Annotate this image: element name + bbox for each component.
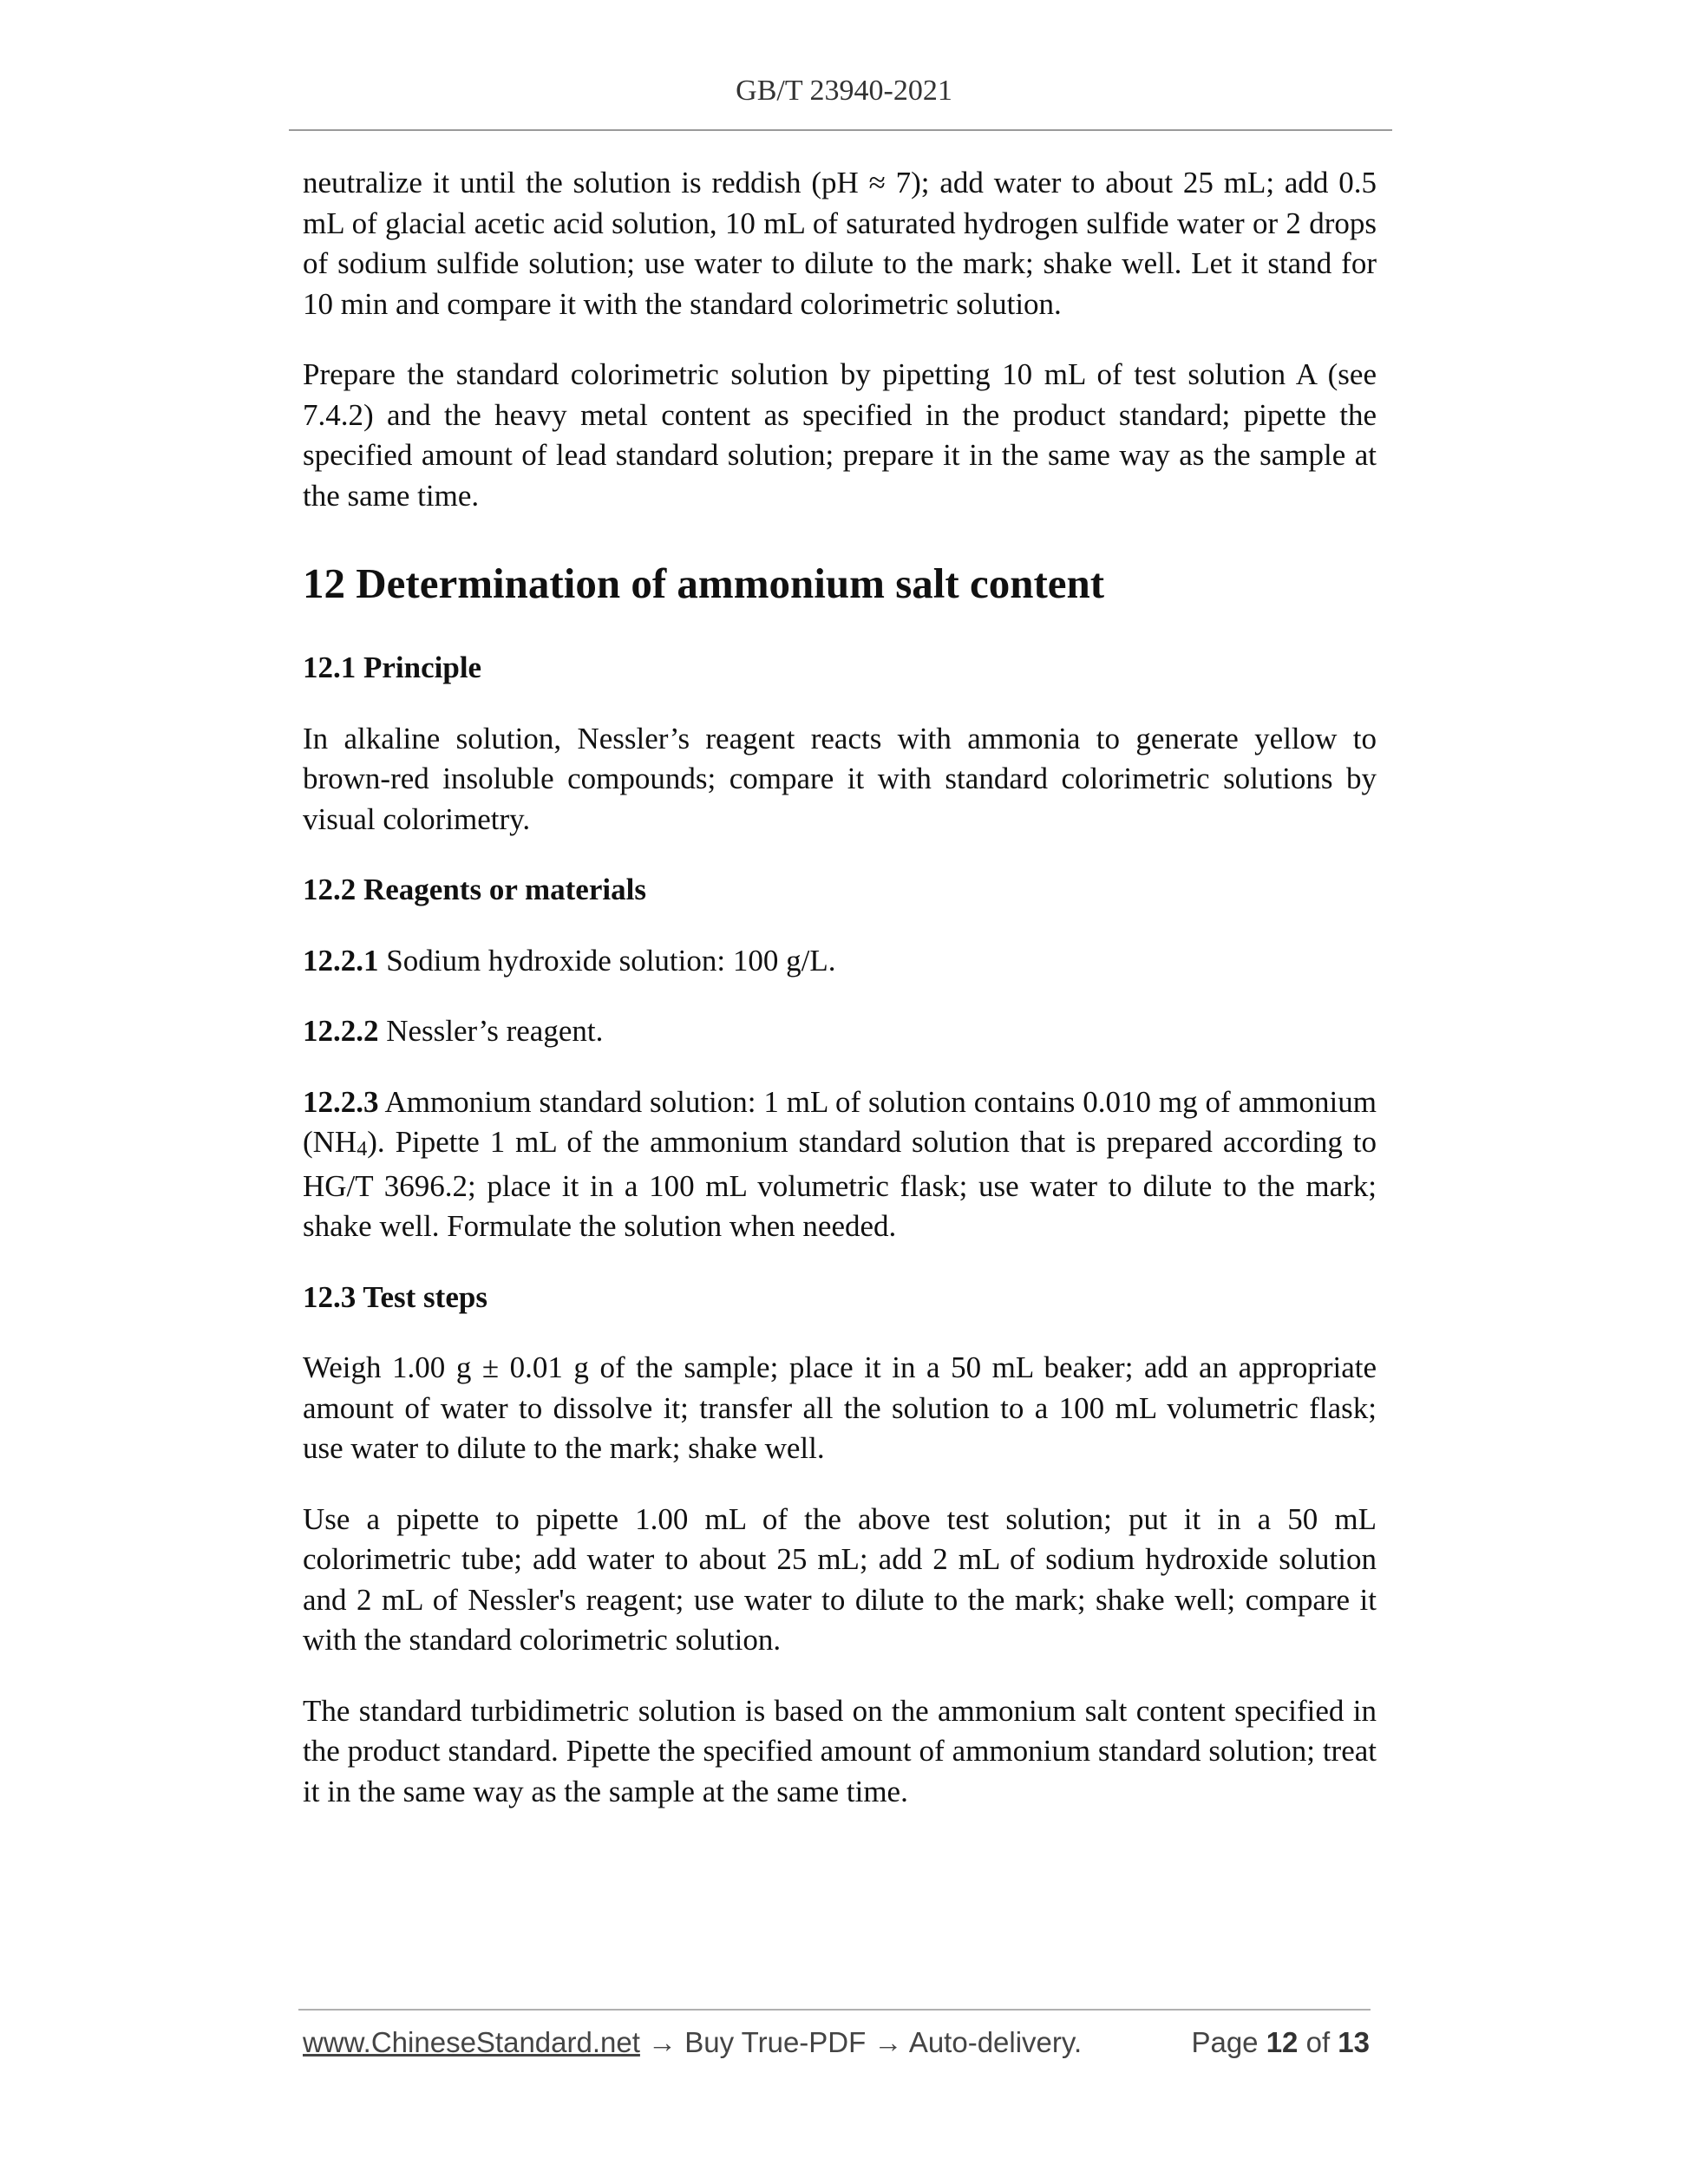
reagent-item-12-2-1	[303, 941, 1377, 982]
footer-promo	[303, 2026, 1082, 2059]
document-body	[303, 163, 1377, 1812]
clause-text: Ammonium standard solution: 1 mL of solution contains 0.010 mg of ammonium (NH	[303, 1084, 1377, 1159]
paragraph-standard-colorimetric: Prepare the standard colorimetric solution by pipetting 10 mL of test solution A (see 7.4.2) and the heavy metal content as specified in the product standard; pipette the specified amount of lead standard solution; prepare it in the same way as the sample at the same time.	[303, 357, 1377, 513]
reagent-item-12-2-3	[303, 1082, 1377, 1247]
principle-text: In alkaline solution, Nessler’s reagent reacts with ammonia to generate yellow to brown-red insoluble compounds; compare it with standard colorimetric solutions by visual colorimetry.	[303, 721, 1377, 836]
clause-number: 12.2.1	[303, 943, 379, 978]
page-header: GB/T 23940-2021	[736, 75, 952, 107]
clause-text: ). Pipette 1 mL of the ammonium standard solution that is prepared according to HG/T 3696.2; place it in a 100 mL volumetric flask; use water to dilute to the mark; shake well. Formulate the solution when needed.	[303, 1125, 1377, 1243]
subsection-12-3-heading: 12.3 Test steps	[303, 1279, 487, 1314]
page-of: of	[1298, 2026, 1338, 2058]
page-total: 13	[1338, 2026, 1370, 2058]
test-step-paragraph-2: Use a pipette to pipette 1.00 mL of the above test solution; put it in a 50 mL colorimetric tube; add water to about 25 mL; add 2 mL of sodium hydroxide solution and 2 mL of Nessler's reagent; use water to dilute to the mark; shake well; compare it with the standard colorimetric solution.	[303, 1501, 1377, 1657]
clause-text: Nessler’s reagent.	[378, 1014, 604, 1048]
subsection-12-2-heading: 12.2 Reagents or materials	[303, 873, 646, 906]
page-current: 12	[1266, 2026, 1299, 2058]
subscript: 4	[357, 1138, 368, 1161]
website-link[interactable]: www.ChineseStandard.net	[303, 2026, 640, 2058]
reagent-item-12-2-2	[303, 1011, 1377, 1052]
page-footer	[303, 2026, 1370, 2059]
footer-tagline: → Buy True-PDF → Auto-delivery.	[639, 2026, 1083, 2058]
clause-number: 12.2.3	[303, 1084, 379, 1119]
page-number	[1191, 2026, 1370, 2059]
test-step-paragraph-1: Weigh 1.00 g ± 0.01 g of the sample; place it in a 50 mL beaker; add an appropriate amount of water to dissolve it; transfer all the solution to a 100 mL volumetric flask; use water to dilute to the mark; shake well.	[303, 1350, 1377, 1465]
section-12-title: 12 Determination of ammonium salt content	[303, 559, 1105, 607]
clause-text: Sodium hydroxide solution: 100 g/L.	[378, 943, 836, 978]
page-label: Page	[1191, 2026, 1266, 2058]
test-step-paragraph-3: The standard turbidimetric solution is based on the ammonium salt content specified in the product standard. Pipette the specified amount of ammonium standard solution; treat it in the same way as the sample at the same time.	[303, 1693, 1377, 1808]
footer-divider	[298, 2009, 1371, 2011]
clause-number: 12.2.2	[303, 1014, 379, 1048]
paragraph-continuation: neutralize it until the solution is reddish (pH ≈ 7); add water to about 25 mL; add 0.5 mL of glacial acetic acid solution, 10 mL of saturated hydrogen sulfide water or 2 drops of sodium sulfide solution; use water to dilute to the mark; shake well. Let it stand for 10 min and compare it with the standard colorimetric solution.	[303, 166, 1377, 321]
subsection-12-1-heading: 12.1 Principle	[303, 651, 482, 684]
header-divider	[289, 129, 1392, 131]
